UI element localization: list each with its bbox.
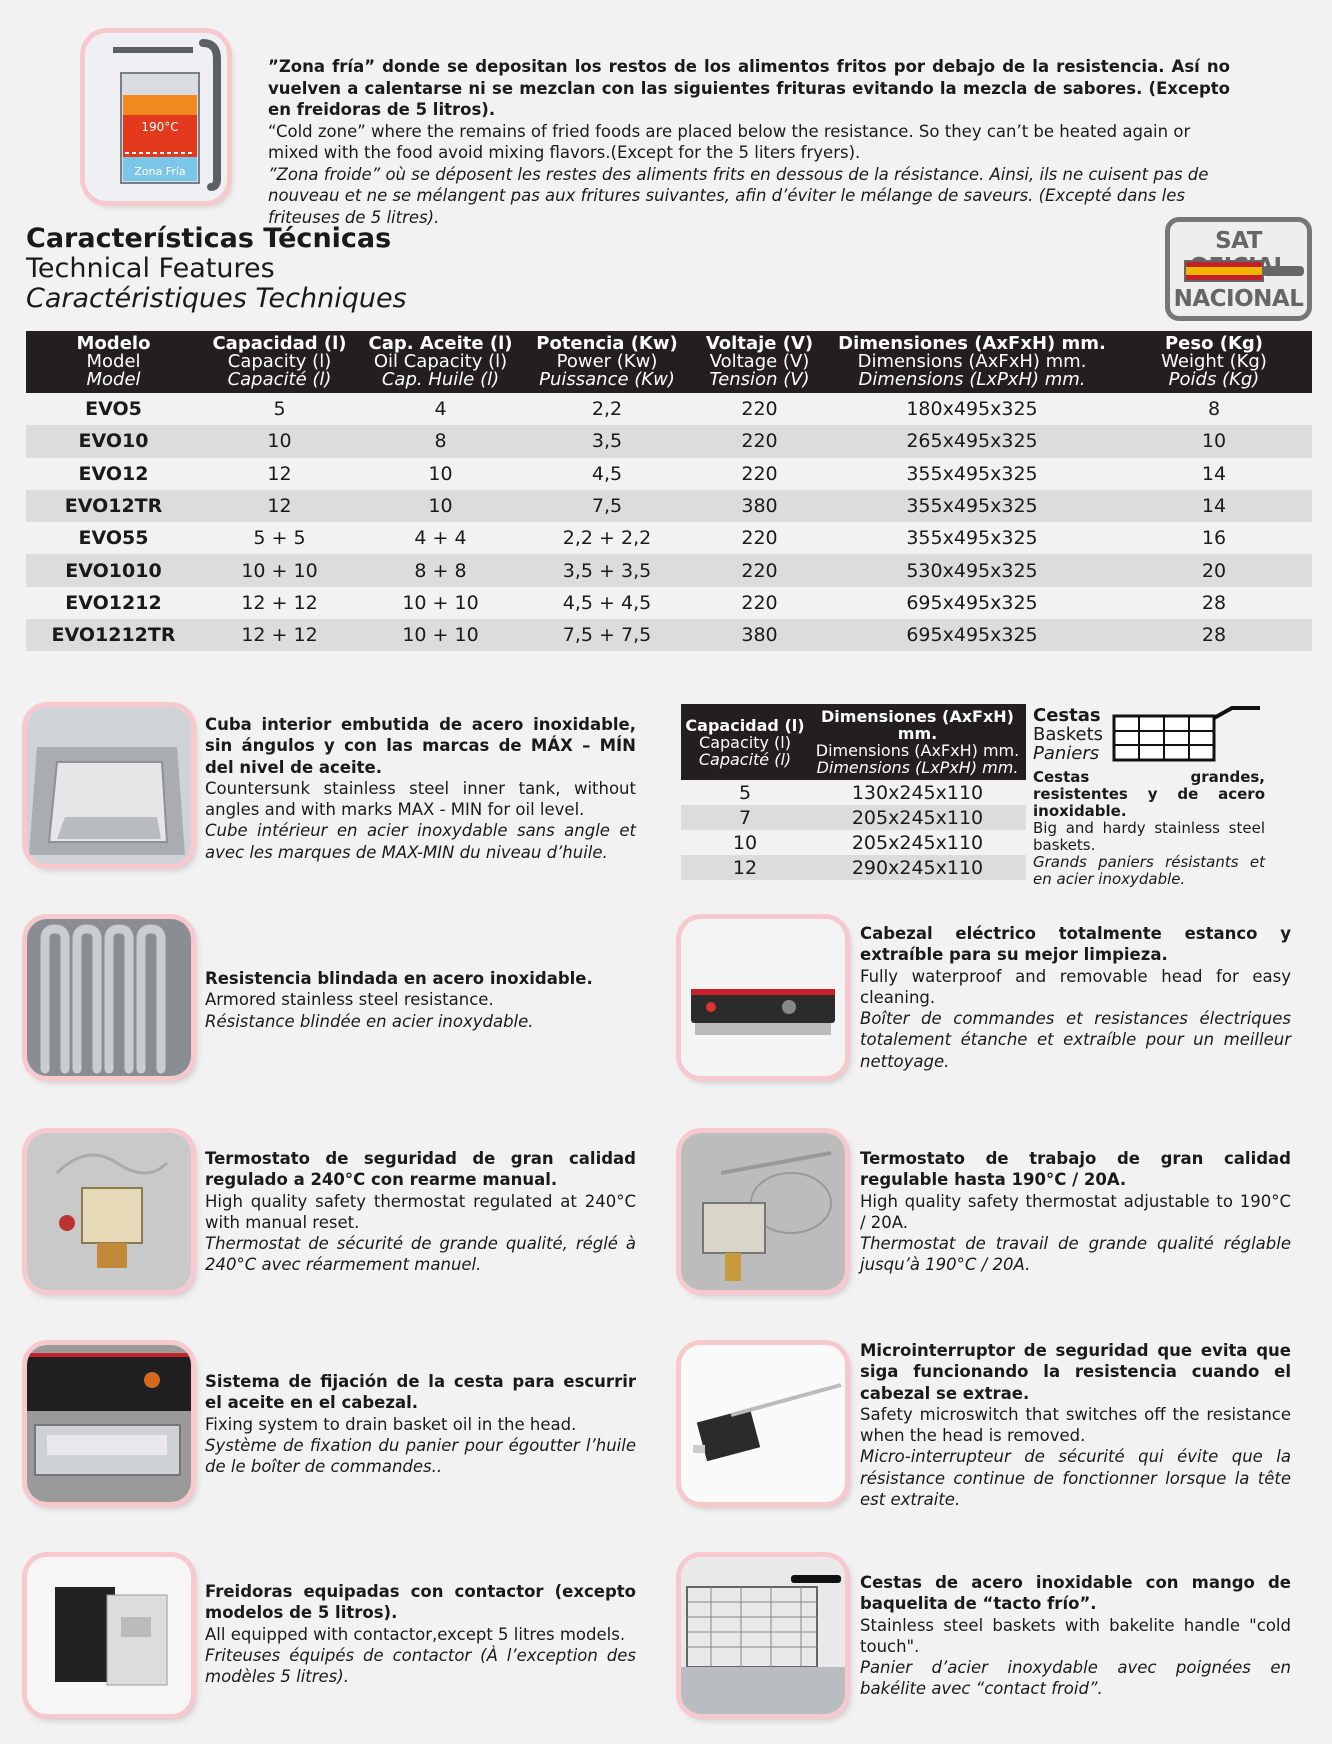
model-cell: EVO1010 [26,554,201,586]
cold-zone-image [85,33,227,201]
spec-header-es: Capacidad (l) [212,333,347,354]
feature-work-thermostat [860,1148,1291,1276]
cold-zone-es: ”Zona fría” donde se depositan los restos de los alimentos fritos por debajo de la resistencia. Así no vuelven a calentarse ni se mezclan con las siguientes frituras evitando la mezcla de sabores. (Excepto en freidoras de 5 litros). [268,57,1230,119]
spec-cell: 7,5 + 7,5 [523,619,691,651]
spec-header-cell [358,331,523,393]
feature-tank-fr: Cube intérieur en acier inoxydable sans angle et avec les marques de MAX-MIN du niveau d’huile. [205,821,636,862]
spec-cell: 8 [358,425,523,457]
basket-cell: 205x245x110 [851,831,984,854]
feature-contactor-es: Freidoras equipadas con contactor (excepto modelos de 5 litros). [205,1582,636,1623]
table-row [26,425,1312,457]
feature-work-thermostat-en: High quality safety thermostat adjustable to 190°C / 20A. [860,1191,1291,1232]
table-row [681,830,1026,855]
spec-header-fr: Puissance (Kw) [539,369,675,390]
feature-resistance-fr: Résistance blindée en acier inoxydable. [205,1011,534,1031]
feature-contactor-en: All equipped with contactor,except 5 litres models. [205,1624,626,1644]
table-row [26,490,1312,522]
work-thermostat-image [681,1133,845,1290]
sat-badge [1165,217,1312,321]
cold-zone-fr: ”Zona froide” où se déposent les restes des aliments frits en dessous de la résistance. Ainsi, ils ne cuisent pas de nouveau et ne se mélangent pas aux fritures suivantes, afin d’éviter le mélange de saveurs. (Excepté dans les friteuses de 5 litres). [268,164,1209,227]
spec-cell: 695x495x325 [828,619,1116,651]
feature-work-thermostat-fr: Thermostat de travail de grande qualité réglable jusqu’à 190°C / 20A. [860,1234,1291,1275]
basket-title-es: Cestas [1033,705,1101,726]
table-row [26,458,1312,490]
spec-cell: 28 [1116,619,1312,651]
spec-cell: 20 [1116,554,1312,586]
feature-microswitch-en: Safety microswitch that switches off the resistance when the head is removed. [860,1404,1291,1446]
spec-cell: 265x495x325 [828,425,1116,457]
table-row [26,522,1312,554]
feature-microswitch-es: Microinterruptor de seguridad que evita que siga funcionando la resistencia cuando el cabezal se extrae. [860,1341,1291,1403]
spec-header-cell [201,331,358,393]
feature-microswitch-fr: Micro-interrupteur de sécurité qui évite que la résistance continue de fonctionner lorsque la tête est extraite. [860,1447,1291,1510]
title-en: Technical Features [26,253,275,284]
spec-cell: 220 [741,527,778,550]
spec-cell: 7,5 [523,490,691,522]
basket-cell: 7 [681,805,809,830]
spec-cell: 355x495x325 [828,490,1116,522]
spec-cell: 220 [741,591,778,614]
model-cell: EVO10 [26,425,201,457]
spec-header-cell [523,331,691,393]
spec-cell: 220 [691,425,828,457]
basket-fixing-image [27,1345,191,1502]
basket-desc-es: Cestas grandes, resistentes y de acero inoxidable. [1033,768,1265,820]
title-fr: Caractéristiques Techniques [26,283,407,314]
basket-header-cell [809,704,1026,780]
spec-cell: 5 + 5 [253,527,306,550]
spec-header-es: Voltaje (V) [705,333,814,354]
spec-cell: 2,2 + 2,2 [562,527,652,550]
spec-cell: 12 [201,490,358,522]
table-row [681,805,1026,830]
spec-cell: 3,5 + 3,5 [523,554,691,586]
feature-head [860,923,1291,1072]
feature-safety-thermostat-en: High quality safety thermostat regulated at 240°C with manual reset. [205,1191,636,1232]
spec-header-es: Cap. Aceite (l) [368,333,513,354]
spec-header-es: Peso (Kg) [1164,333,1264,354]
feature-tank [205,714,636,863]
title-es: Características Técnicas [26,223,392,254]
spec-header-cell [1116,331,1312,393]
basket-table [681,704,1026,880]
feature-head-es: Cabezal eléctrico totalmente estanco y extraíble para su mejor limpieza. [860,924,1291,965]
feature-contactor [205,1581,636,1687]
basket-header-fr: Dimensions (LxPxH) mm. [816,758,1019,777]
spec-cell: 10 [358,490,523,522]
model-cell: EVO5 [85,398,142,421]
section-title [26,224,407,314]
spec-cell: 380 [691,490,828,522]
spec-header-cell [828,331,1116,393]
table-row [26,619,1312,651]
spec-cell: 8 [1207,398,1221,421]
basket-header-en: Dimensions (AxFxH) mm. [815,741,1020,760]
feature-tank-es: Cuba interior embutida de acero inoxidable, sin ángulos y con las marcas de MÁX – MÍN del nivel de aceite. [205,715,636,777]
basket-header-cell [681,704,809,780]
spec-cell: 355x495x325 [906,462,1038,485]
basket-cell: 12 [681,855,809,880]
spec-cell: 2,2 [591,398,623,421]
spec-cell: 180x495x325 [906,398,1038,421]
table-row [681,855,1026,880]
spec-cell: 28 [1201,591,1227,614]
basket-title-fr: Paniers [1033,743,1100,764]
basket-cell: 10 [732,831,758,854]
spec-cell: 10 [1116,425,1312,457]
basket-header-es: Dimensiones (AxFxH) mm. [821,707,1014,743]
table-row [681,780,1026,805]
microswitch-image [681,1345,845,1502]
temp-label: 190°C [141,120,179,134]
spec-header-fr: Dimensions (LxPxH) mm. [858,369,1086,390]
spec-header-en: Weight (Kg) [1161,351,1267,372]
basket-header-en: Capacity (l) [699,732,791,752]
spec-header-row [26,331,1312,393]
basket-cell: 130x245x110 [851,781,984,804]
feature-handle-basket-en: Stainless steel baskets with bakelite handle "cold touch". [860,1615,1291,1656]
basket-icon [1112,706,1262,764]
spec-cell: 355x495x325 [906,527,1038,550]
spec-header-en: Oil Capacity (l) [373,351,508,372]
flag-icon [1184,260,1264,282]
feature-head-en: Fully waterproof and removable head for easy cleaning. [860,966,1291,1007]
spec-header-fr: Poids (Kg) [1168,369,1260,390]
spec-cell: 5 [273,398,286,421]
model-cell: EVO1212 [65,591,162,614]
spec-header-en: Capacity (l) [227,351,332,372]
cold-zone-en: “Cold zone” where the remains of fried foods are placed below the resistance. So they can’t be heated again or mixed with the food avoid mixing flavors.(Except for the 5 liters fryers). [268,121,1191,162]
spec-header-es: Dimensiones (AxFxH) mm. [838,333,1106,354]
badge-line1: SAT [1215,228,1262,254]
spec-cell: 4 [434,398,447,421]
safety-thermostat-image [27,1133,191,1290]
model-cell: EVO1212TR [26,619,201,651]
basket-body [681,780,1026,880]
spec-cell: 10 + 10 [358,619,523,651]
screwdriver-icon [1262,266,1304,276]
spec-cell: 10 [201,425,358,457]
basket-header-row [681,704,1026,780]
spec-cell: 4,5 [591,462,623,485]
spec-cell: 380 [691,619,828,651]
spec-header-en: Voltage (V) [709,351,810,372]
cold-zone-description [268,56,1230,228]
spec-cell: 220 [691,554,828,586]
spec-cell: 14 [1116,490,1312,522]
spec-body [26,393,1312,651]
model-cell: EVO12TR [26,490,201,522]
feature-basket-fixing-es: Sistema de fijación de la cesta para escurrir el aceite en el cabezal. [205,1372,636,1413]
table-row [26,554,1312,586]
spec-cell: 220 [741,398,778,421]
spec-cell: 220 [741,462,778,485]
model-cell: EVO12 [78,462,149,485]
spec-cell: 10 [428,462,453,485]
feature-safety-thermostat-fr: Thermostat de sécurité de grande qualité, réglé à 240°C avec réarmement manuel. [205,1234,636,1275]
spec-header-fr: Cap. Huile (l) [381,369,500,390]
tank-image [27,707,191,864]
spec-header-cell [26,331,201,393]
feature-handle-basket-es: Cestas de acero inoxidable con mango de baquelita de “tacto frío”. [860,1573,1291,1614]
basket-cell: 205x245x110 [809,805,1026,830]
basket-header-fr: Capacité (l) [698,749,792,769]
basket-cell: 290x245x110 [809,855,1026,880]
table-row [26,393,1312,425]
spec-cell: 10 + 10 [402,591,479,614]
feature-basket-fixing-en: Fixing system to drain basket oil in the head. [205,1414,577,1434]
spec-header-en: Power (Kw) [556,351,658,372]
badge-line2: NACIONAL [1173,286,1304,312]
spec-cell: 8 + 8 [358,554,523,586]
feature-handle-basket [860,1572,1291,1700]
spec-header-es: Modelo [76,333,151,354]
feature-safety-thermostat [205,1148,636,1276]
feature-safety-thermostat-es: Termostato de seguridad de gran calidad regulado a 240°C con rearme manual. [205,1149,636,1190]
spec-header-en: Model [86,351,141,372]
spec-header-fr: Capacité (l) [227,369,332,390]
spec-cell: 695x495x325 [906,591,1038,614]
spec-cell: 4,5 + 4,5 [562,591,652,614]
basket-desc-fr: Grands paniers résistants et en acier inoxydable. [1033,853,1265,888]
spec-cell: 12 + 12 [201,619,358,651]
head-image [681,919,845,1076]
feature-basket-fixing [205,1371,636,1477]
spec-cell: 4 + 4 [414,527,467,550]
spec-cell: 530x495x325 [828,554,1116,586]
feature-head-fr: Boîter de commandes et resistances électriques totalement étanche et extraíble pour un meilleur nettoyage. [860,1009,1291,1071]
model-cell: EVO55 [78,527,149,550]
feature-resistance-en: Armored stainless steel resistance. [205,990,494,1010]
spec-cell: 3,5 [523,425,691,457]
feature-handle-basket-fr: Panier d’acier inoxydable avec poignées en bakélite avec “contact froid”. [860,1658,1291,1699]
basket-title-en: Baskets [1033,724,1104,745]
spec-cell: 16 [1201,527,1227,550]
basket-cell: 5 [738,781,752,804]
feature-contactor-fr: Friteuses équipés de contactor (À l’exception des modèles 5 litres). [205,1645,636,1687]
spec-header-fr: Tension (V) [709,369,810,390]
spec-header-en: Dimensions (AxFxH) mm. [857,351,1087,372]
spec-cell: 12 + 12 [241,591,318,614]
feature-resistance [205,968,636,1032]
feature-resistance-es: Resistencia blindada en acero inoxidable. [205,969,593,988]
spec-cell: 14 [1201,462,1227,485]
spec-cell: 10 + 10 [201,554,358,586]
table-row [26,587,1312,619]
spec-header-fr: Model [86,369,141,390]
feature-work-thermostat-es: Termostato de trabajo de gran calidad regulable hasta 190°C / 20A. [860,1149,1291,1190]
contactor-image [27,1557,191,1714]
spec-header-cell [691,331,828,393]
spec-cell: 12 [267,462,292,485]
spec-table [26,331,1312,651]
feature-microswitch [860,1340,1291,1510]
basket-desc-en: Big and hardy stainless steel baskets. [1033,819,1265,854]
feature-tank-en: Countersunk stainless steel inner tank, without angles and with marks MAX - MIN for oil level. [205,778,636,820]
feature-basket-fixing-fr: Système de fixation du panier pour égoutter l’huile de le boîter de commandes.. [205,1435,636,1477]
spec-header-es: Potencia (Kw) [536,333,678,354]
handle-basket-image [681,1557,845,1714]
resistance-image [27,919,191,1076]
basket-header-es: Capacidad (l) [685,715,805,735]
zone-label: Zona Fría [134,165,186,178]
